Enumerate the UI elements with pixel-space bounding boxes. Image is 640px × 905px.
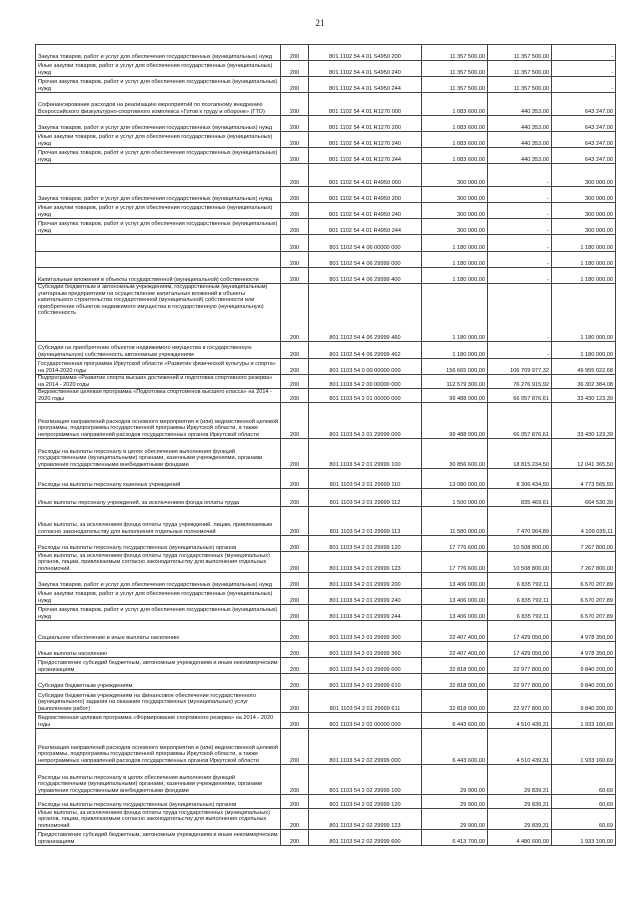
row-budget-code: 801 1103 54 2 01 29999 610 [309,674,422,690]
row-budget-code: 801 1102 54 4 01 R1270 000 [309,93,422,116]
row-admin-code: 200 [281,536,309,552]
table-row [36,674,616,690]
row-unexecuted-amount: 1 180 000,00 [552,235,616,252]
row-name: Ведомственная целевая программа «Формирование спортивного резерва» на 2014 - 2020 годы [36,713,281,729]
row-name: Реализация направлений расходов основного мероприятия и (или) ведомственной целевой программы, подпрограммы государственной программы Иркутской области, а также непрограммных направлений расходов государственных органов Иркутской области [36,403,281,439]
row-approved-amount: 1 180 000,00 [422,252,488,268]
row-approved-amount: 300 000,00 [422,219,488,235]
page-number: 21 [315,18,325,28]
row-admin-code: 200 [281,605,309,621]
table-row [36,268,616,284]
row-name [36,235,281,252]
row-budget-code: 801 1103 54 2 01 29999 244 [309,605,422,621]
row-admin-code: 200 [281,203,309,219]
row-name [36,252,281,268]
table-row [36,116,616,132]
row-approved-amount: 1 180 000,00 [422,268,488,284]
row-unexecuted-amount: 33 430 123,39 [552,389,616,403]
row-approved-amount: 1 180 000,00 [422,342,488,359]
row-budget-code: 801 1103 54 2 02 29999 120 [309,795,422,809]
row-admin-code: 200 [281,642,309,658]
row-unexecuted-amount: 643 247,00 [552,148,616,164]
row-name: Государственная программа Иркутской области «Развитие физической культуры и спорта» на 2014-2020 годы [36,359,281,375]
row-approved-amount: 112 579 300,00 [422,375,488,389]
row-unexecuted-amount: 9 840 200,00 [552,690,616,713]
row-admin-code: 200 [281,187,309,203]
row-approved-amount: 22 407 400,00 [422,621,488,642]
row-budget-code: 801 1102 54 4 01 R4950 200 [309,187,422,203]
row-executed-amount: - [488,252,552,268]
table-row [36,284,616,342]
row-unexecuted-amount: 643 247,00 [552,93,616,116]
row-budget-code: 801 1102 54 4 01 R4950 244 [309,219,422,235]
row-name: Прочая закупка товаров, работ и услуг для обеспечения государственных (муниципальных) нужд [36,219,281,235]
row-approved-amount: 99 488 000,00 [422,403,488,439]
row-name: Иные выплаты, за исключением фонда оплаты труда государственных (муниципальных) органов, лицам, привлекаемым согласно законодательству для выполнения отдельных полномочий [36,809,281,830]
row-name [36,164,281,187]
row-executed-amount: 11 357 500,00 [488,45,552,61]
row-name: Предоставление субсидий бюджетным, автономным учреждениям и иным некоммерческим организациям [36,830,281,846]
row-executed-amount: 4 480 600,00 [488,830,552,846]
table-row [36,795,616,809]
table-row [36,439,616,469]
table-row [36,203,616,219]
table-row [36,403,616,439]
row-unexecuted-amount: 300 000,00 [552,203,616,219]
budget-table [35,44,616,846]
row-admin-code: 200 [281,589,309,605]
row-budget-code: 801 1102 54 4 06 29999 462 [309,342,422,359]
row-approved-amount: 17 776 600,00 [422,552,488,573]
row-admin-code: 200 [281,439,309,469]
table-row [36,61,616,77]
row-budget-code: 801 1103 54 2 01 29999 200 [309,573,422,589]
row-budget-code: 801 1102 54 4 01 R4950 240 [309,203,422,219]
row-approved-amount: 300 000,00 [422,164,488,187]
row-approved-amount: 156 665 000,00 [422,359,488,375]
row-unexecuted-amount: 12 041 365,50 [552,439,616,469]
table-row [36,642,616,658]
row-budget-code: 801 1103 54 2 01 29999 120 [309,536,422,552]
row-admin-code: 200 [281,809,309,830]
row-budget-code: 801 1103 54 2 02 29999 123 [309,809,422,830]
row-approved-amount: 1 083 600,00 [422,132,488,148]
row-executed-amount: 22 977 800,00 [488,690,552,713]
table-row [36,809,616,830]
table-row [36,389,616,403]
row-approved-amount: 32 818 000,00 [422,674,488,690]
table-row [36,375,616,389]
row-unexecuted-amount: - [552,61,616,77]
table-row [36,77,616,93]
row-executed-amount: 29 839,31 [488,765,552,795]
row-budget-code: 801 1103 54 2 02 00000 000 [309,713,422,729]
row-executed-amount: - [488,219,552,235]
row-budget-code: 801 1102 54 4 06 29999 400 [309,268,422,284]
row-unexecuted-amount: 6 570 207,89 [552,589,616,605]
row-approved-amount: 6 413 700,00 [422,830,488,846]
row-name: Субсидии на приобретение объектов недвижимого имущества в государственную (муниципальную) собственность автономным учреждениям [36,342,281,359]
row-executed-amount: 7 470 964,89 [488,507,552,536]
row-unexecuted-amount: 643 247,00 [552,116,616,132]
row-admin-code: 200 [281,219,309,235]
row-budget-code: 801 1103 54 2 01 29999 240 [309,589,422,605]
table-row [36,164,616,187]
row-unexecuted-amount: 300 000,00 [552,164,616,187]
row-name: Капитальные вложения в объекты государственной (муниципальной) собственности [36,268,281,284]
row-executed-amount: 440 353,00 [488,93,552,116]
row-admin-code: 200 [281,713,309,729]
row-approved-amount: 17 776 600,00 [422,536,488,552]
row-unexecuted-amount: 1 180 000,00 [552,268,616,284]
row-unexecuted-amount: 6 570 207,89 [552,605,616,621]
row-name: Субсидии бюджетным учреждениям [36,674,281,690]
table-row [36,489,616,507]
row-name: Расходы на выплаты персоналу государственных (муниципальных) органов [36,795,281,809]
row-unexecuted-amount: 300 000,00 [552,187,616,203]
row-budget-code: 801 1102 54 4 06 00000 000 [309,235,422,252]
row-admin-code: 200 [281,116,309,132]
row-name: Иные выплаты, за исключением фонда оплаты труда учреждений, лицам, привлекаемым согласно законодательству для выполнения отдельных полномочий [36,507,281,536]
row-unexecuted-amount: 4 109 035,11 [552,507,616,536]
row-admin-code: 200 [281,552,309,573]
row-executed-amount: - [488,268,552,284]
row-budget-code: 801 1102 54 4 01 R1270 200 [309,116,422,132]
row-admin-code: 200 [281,132,309,148]
row-admin-code: 200 [281,148,309,164]
row-name: Подпрограмма «Развитие спорта высших достижений и подготовка спортивного резерва» на 2014 - 2020 годы [36,375,281,389]
row-admin-code: 200 [281,93,309,116]
row-executed-amount: - [488,187,552,203]
row-approved-amount: 300 000,00 [422,187,488,203]
row-name: Расходы на выплаты персоналу в целях обеспечения выполнения функций государственными (муниципальными) органами, казенными учреждениями, органами управления государственными внебюджетными фондами [36,765,281,795]
row-budget-code: 801 1103 54 2 01 29999 100 [309,439,422,469]
row-executed-amount: 11 357 500,00 [488,77,552,93]
row-approved-amount: 300 000,00 [422,203,488,219]
row-unexecuted-amount: 1 180 000,00 [552,342,616,359]
row-name: Иные закупки товаров, работ и услуг для обеспечения государственных (муниципальных) нужд [36,132,281,148]
row-approved-amount: 29 900,00 [422,809,488,830]
row-unexecuted-amount: 60,69 [552,765,616,795]
row-unexecuted-amount: - [552,45,616,61]
table-row [36,148,616,164]
row-unexecuted-amount: 7 267 800,00 [552,552,616,573]
row-budget-code: 801 1103 54 2 01 29999 000 [309,403,422,439]
row-approved-amount: 6 443 600,00 [422,713,488,729]
row-budget-code: 801 1102 54 4 01 R4950 000 [309,164,422,187]
row-admin-code: 200 [281,507,309,536]
row-admin-code: 200 [281,621,309,642]
row-unexecuted-amount: 9 840 200,00 [552,674,616,690]
row-approved-amount: 11 357 500,00 [422,77,488,93]
row-budget-code: 801 1103 54 2 00 00000 000 [309,375,422,389]
row-admin-code: 200 [281,342,309,359]
row-approved-amount: 1 083 600,00 [422,148,488,164]
row-executed-amount: - [488,284,552,342]
row-name: Субсидии бюджетным учреждениям на финансовое обеспечение государственного (муниципального) задания на оказание государственных (муниципальных) услуг (выполнение работ) [36,690,281,713]
row-name: Иные закупки товаров, работ и услуг для обеспечения государственных (муниципальных) нужд [36,589,281,605]
row-budget-code: 801 1103 54 2 02 29999 600 [309,830,422,846]
row-admin-code: 200 [281,284,309,342]
row-name: Иные выплаты, за исключением фонда оплаты труда государственных (муниципальных) органов, лицам, привлекаемым согласно законодательству для выполнения отдельных полномочий [36,552,281,573]
row-budget-code: 801 1102 54 4 01 R1270 240 [309,132,422,148]
row-unexecuted-amount: 1 180 000,00 [552,252,616,268]
row-name: Реализация направлений расходов основного мероприятия и (или) ведомственной целевой программы, подпрограммы государственной программы Иркутской области, а также непрограммных направлений расходов государственных органов Иркутской области [36,729,281,765]
table-row [36,342,616,359]
row-approved-amount: 1 083 600,00 [422,93,488,116]
row-budget-code: 801 1103 54 2 01 29999 611 [309,690,422,713]
row-name: Расходы на выплаты персоналу в целях обеспечения выполнения функций государственными (муниципальными) органами, казенными учреждениями, органами управления государственными внебюджетными фондами [36,439,281,469]
row-admin-code: 200 [281,235,309,252]
row-unexecuted-amount: 4 978 350,00 [552,621,616,642]
table-row [36,605,616,621]
table-row [36,132,616,148]
row-unexecuted-amount: 7 267 800,00 [552,536,616,552]
row-admin-code: 200 [281,389,309,403]
row-admin-code: 200 [281,164,309,187]
row-admin-code: 200 [281,268,309,284]
row-budget-code: 801 1102 54 4 06 29999 460 [309,284,422,342]
table-row [36,235,616,252]
row-unexecuted-amount: 1 180 000,00 [552,284,616,342]
row-admin-code: 200 [281,830,309,846]
row-admin-code: 200 [281,469,309,489]
row-executed-amount: 18 815 234,50 [488,439,552,469]
row-admin-code: 200 [281,359,309,375]
row-approved-amount: 22 407 400,00 [422,642,488,658]
row-approved-amount: 32 818 000,00 [422,690,488,713]
table-row [36,45,616,61]
row-unexecuted-amount: 4 978 350,00 [552,642,616,658]
row-budget-code: 801 1102 54 4 01 S4950 200 [309,45,422,61]
row-executed-amount: - [488,164,552,187]
row-approved-amount: 1 500 000,00 [422,489,488,507]
row-unexecuted-amount: 6 570 207,89 [552,573,616,589]
table-row [36,552,616,573]
row-unexecuted-amount: 1 933 160,69 [552,713,616,729]
table-row [36,536,616,552]
row-executed-amount: 11 357 500,00 [488,61,552,77]
row-unexecuted-amount: 1 933 160,69 [552,729,616,765]
row-approved-amount: 29 900,00 [422,765,488,795]
row-approved-amount: 13 080 000,00 [422,469,488,489]
table-row [36,765,616,795]
row-admin-code: 200 [281,489,309,507]
row-unexecuted-amount: 49 955 022,68 [552,359,616,375]
row-approved-amount: 13 406 000,00 [422,573,488,589]
row-executed-amount: 4 510 439,31 [488,729,552,765]
row-unexecuted-amount: 36 302 384,08 [552,375,616,389]
row-executed-amount: 6 835 792,11 [488,605,552,621]
row-admin-code: 200 [281,658,309,674]
row-approved-amount: 1 180 000,00 [422,235,488,252]
row-executed-amount: 29 839,31 [488,795,552,809]
row-unexecuted-amount: 300 000,00 [552,219,616,235]
row-admin-code: 200 [281,729,309,765]
row-name: Социальное обеспечение и иные выплаты населению [36,621,281,642]
row-name: Прочая закупка товаров, работ и услуг для обеспечения государственных (муниципальных) нужд [36,77,281,93]
row-executed-amount: 10 508 800,00 [488,552,552,573]
row-name: Ведомственная целевая программа «Подготовка спортсменов высшего класса» на 2014 - 2020 годы [36,389,281,403]
row-unexecuted-amount: 1 933 100,00 [552,830,616,846]
table-row [36,830,616,846]
table-row [36,469,616,489]
row-executed-amount: 8 306 434,50 [488,469,552,489]
row-unexecuted-amount: 4 773 565,50 [552,469,616,489]
row-budget-code: 801 1103 54 0 00 00000 000 [309,359,422,375]
row-unexecuted-amount: 9 840 200,00 [552,658,616,674]
row-admin-code: 200 [281,375,309,389]
row-name: Иные закупки товаров, работ и услуг для обеспечения государственных (муниципальных) нужд [36,203,281,219]
row-budget-code: 801 1103 54 2 01 29999 110 [309,469,422,489]
row-budget-code: 801 1102 54 4 01 S4950 240 [309,61,422,77]
row-admin-code: 200 [281,61,309,77]
row-name: Закупка товаров, работ и услуг для обеспечения государственных (муниципальных) нужд [36,187,281,203]
row-budget-code: 801 1102 54 4 01 S4950 244 [309,77,422,93]
row-name: Софинансирование расходов на реализацию мероприятий по поэтапному внедрению Всероссийского физкультурно-спортивного комплекса «Готов к труду и обороне» (ГТО) [36,93,281,116]
row-name: Прочая закупка товаров, работ и услуг для обеспечения государственных (муниципальных) нужд [36,605,281,621]
table-row [36,658,616,674]
table-row [36,219,616,235]
row-approved-amount: 30 856 600,00 [422,439,488,469]
row-name: Прочая закупка товаров, работ и услуг для обеспечения государственных (муниципальных) нужд [36,148,281,164]
row-executed-amount: 29 839,31 [488,809,552,830]
row-name: Иные выплаты населению [36,642,281,658]
row-approved-amount: 1 083 600,00 [422,116,488,132]
row-approved-amount: 1 180 000,00 [422,284,488,342]
table-row [36,573,616,589]
row-executed-amount: 76 276 915,92 [488,375,552,389]
row-approved-amount: 13 406 000,00 [422,589,488,605]
table-row [36,589,616,605]
row-name: Расходы на выплаты персоналу казенных учреждений [36,469,281,489]
row-executed-amount: 440 353,00 [488,148,552,164]
row-executed-amount: 835 469,61 [488,489,552,507]
row-budget-code: 801 1103 54 2 02 29999 000 [309,729,422,765]
row-unexecuted-amount: 60,69 [552,809,616,830]
table-row [36,187,616,203]
row-name: Закупка товаров, работ и услуг для обеспечения государственных (муниципальных) нужд [36,45,281,61]
row-name: Предоставление субсидий бюджетным, автономным учреждениям и иным некоммерческим организациям [36,658,281,674]
row-name: Иные выплаты персоналу учреждений, за исключением фонда оплаты труда [36,489,281,507]
row-admin-code: 200 [281,403,309,439]
row-unexecuted-amount: 60,69 [552,795,616,809]
row-approved-amount: 11 357 500,00 [422,61,488,77]
row-executed-amount: 10 508 800,00 [488,536,552,552]
row-executed-amount: 440 353,00 [488,116,552,132]
row-executed-amount: - [488,342,552,359]
row-executed-amount: 6 835 792,11 [488,589,552,605]
row-budget-code: 801 1103 54 2 01 29999 360 [309,642,422,658]
budget-table-body [36,45,616,846]
row-approved-amount: 11 357 500,00 [422,45,488,61]
table-row [36,507,616,536]
row-executed-amount: - [488,203,552,219]
table-row [36,621,616,642]
row-admin-code: 200 [281,573,309,589]
table-row [36,359,616,375]
row-admin-code: 200 [281,795,309,809]
row-executed-amount: 66 057 876,61 [488,389,552,403]
table-row [36,713,616,729]
table-row [36,252,616,268]
row-executed-amount: 6 835 792,11 [488,573,552,589]
row-approved-amount: 6 443 600,00 [422,729,488,765]
row-admin-code: 200 [281,690,309,713]
row-admin-code: 200 [281,765,309,795]
row-approved-amount: 11 580 000,00 [422,507,488,536]
row-unexecuted-amount: - [552,77,616,93]
row-name: Расходы на выплаты персоналу государственных (муниципальных) органов [36,536,281,552]
row-approved-amount: 29 900,00 [422,795,488,809]
row-name: Субсидии бюджетным и автономным учреждениям, государственным (муниципальным) унитарным предприятиям на осуществление капитальных вложений в объекты капитального строительства государственной (муниципальной) собственности или приобретение объектов недвижимого имущества в государственную (муниципальную) собственность [36,284,281,342]
row-unexecuted-amount: 643 247,00 [552,132,616,148]
row-executed-amount: - [488,235,552,252]
row-executed-amount: 106 709 977,32 [488,359,552,375]
row-budget-code: 801 1103 54 2 01 29999 300 [309,621,422,642]
row-budget-code: 801 1103 54 2 01 29999 600 [309,658,422,674]
row-budget-code: 801 1103 54 2 02 29999 100 [309,765,422,795]
row-executed-amount: 17 429 050,00 [488,642,552,658]
row-name: Иные закупки товаров, работ и услуг для обеспечения государственных (муниципальных) нужд [36,61,281,77]
row-approved-amount: 32 818 000,00 [422,658,488,674]
row-approved-amount: 99 488 000,00 [422,389,488,403]
row-budget-code: 801 1103 54 2 01 29999 113 [309,507,422,536]
row-admin-code: 200 [281,674,309,690]
table-row [36,729,616,765]
row-executed-amount: 4 510 439,31 [488,713,552,729]
row-admin-code: 200 [281,45,309,61]
table-row [36,93,616,116]
row-approved-amount: 13 406 000,00 [422,605,488,621]
row-executed-amount: 17 429 050,00 [488,621,552,642]
table-row [36,690,616,713]
row-budget-code: 801 1103 54 2 01 00000 000 [309,389,422,403]
row-budget-code: 801 1103 54 2 01 29999 112 [309,489,422,507]
row-admin-code: 200 [281,77,309,93]
row-executed-amount: 66 057 876,61 [488,403,552,439]
row-unexecuted-amount: 664 530,39 [552,489,616,507]
row-name: Закупка товаров, работ и услуг для обеспечения государственных (муниципальных) нужд [36,116,281,132]
row-unexecuted-amount: 33 430 123,39 [552,403,616,439]
row-executed-amount: 22 977 800,00 [488,658,552,674]
row-budget-code: 801 1103 54 2 01 29999 123 [309,552,422,573]
row-executed-amount: 440 353,00 [488,132,552,148]
row-budget-code: 801 1102 54 4 06 29999 000 [309,252,422,268]
row-name: Закупка товаров, работ и услуг для обеспечения государственных (муниципальных) нужд [36,573,281,589]
row-admin-code: 200 [281,252,309,268]
row-executed-amount: 22 977 800,00 [488,674,552,690]
row-budget-code: 801 1102 54 4 01 R1270 244 [309,148,422,164]
